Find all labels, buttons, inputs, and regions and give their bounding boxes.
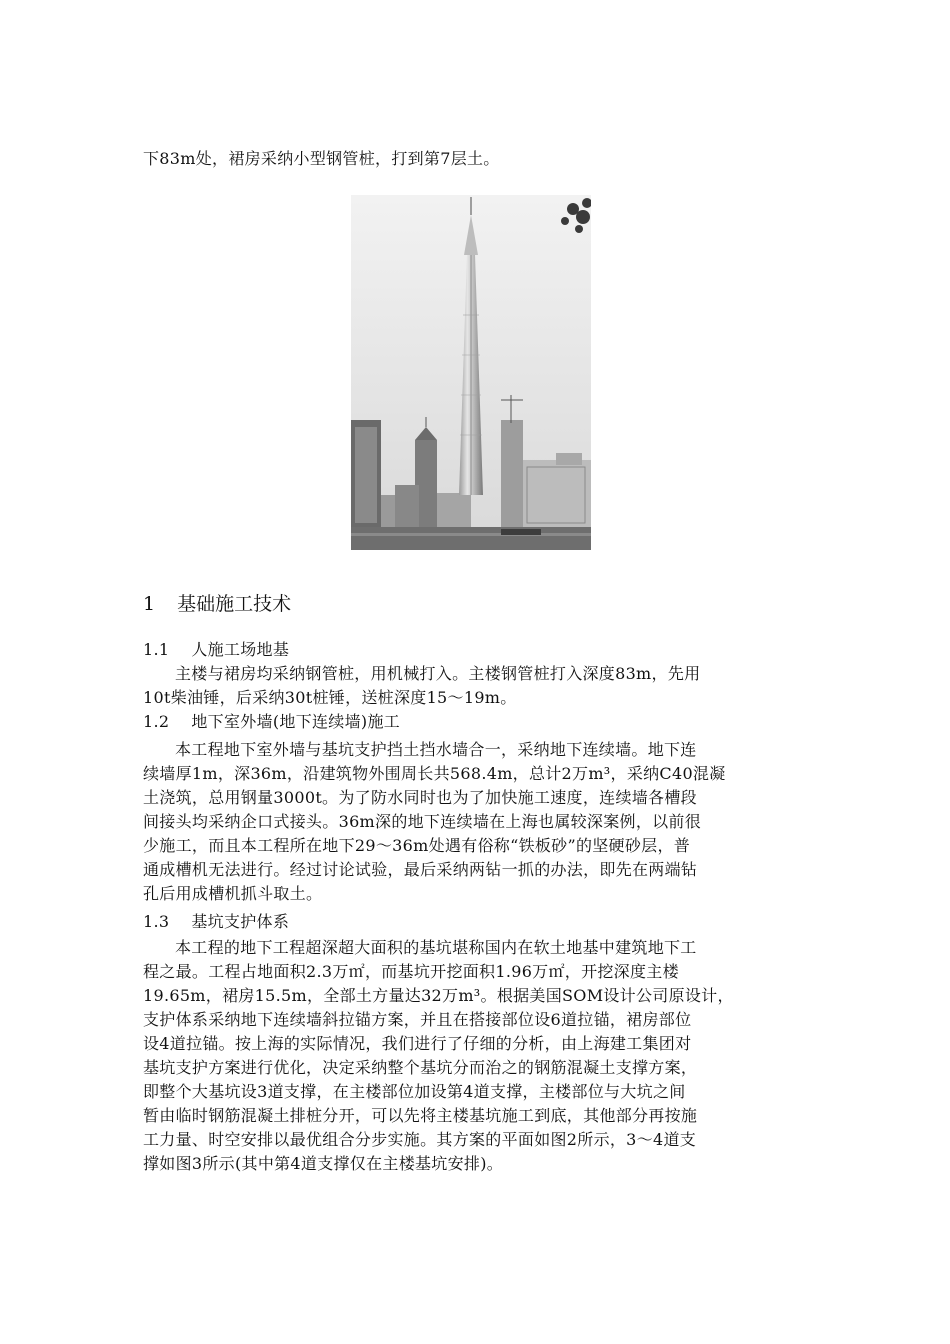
paragraph-line: 续墙厚1m，深36m，沿建筑物外围周长共568.4m，总计2万m³，采纳C40混凝 xyxy=(143,764,726,783)
tower-photo xyxy=(351,195,591,550)
paragraph-line: 即整个大基坑设3道支撑，在主楼部位加设第4道支撑，主楼部位与大坑之间 xyxy=(143,1082,686,1101)
paragraph-line: 支护体系采纳地下连续墙斜拉锚方案，并且在搭接部位设6道拉锚，裙房部位 xyxy=(143,1010,692,1029)
paragraph-line: 少施工，而且本工程所在地下29～36m处遇有俗称“铁板砂”的坚硬砂层，普 xyxy=(143,836,691,855)
paragraph-line: 基坑支护方案进行优化，决定采纳整个基坑分而治之的钢筋混凝土支撑方案， xyxy=(143,1058,698,1077)
paragraph-line: 土浇筑，总用钢量3000t。为了防水同时也为了加快施工速度，连续墙各槽段 xyxy=(143,788,697,807)
section-number: 1 xyxy=(143,593,156,615)
paragraph-line: 本工程地下室外墙与基坑支护挡土挡水墙合一，采纳地下连续墙。地下连 xyxy=(175,740,697,759)
paragraph-line: 撑如图3所示(其中第4道支撑仅在主楼基坑安排)。 xyxy=(143,1154,504,1173)
paragraph-line: 主楼与裙房均采纳钢管桩，用机械打入。主楼钢管桩打入深度83m，先用 xyxy=(175,664,701,683)
paragraph-line: 工力量、时空安排以最优组合分步实施。其方案的平面如图2所示，3～4道支 xyxy=(143,1130,697,1149)
paragraph-line: 本工程的地下工程超深超大面积的基坑堪称国内在软土地基中建筑地下工 xyxy=(175,938,697,957)
subsection-heading-1-1: 1.1 人施工场地基 xyxy=(143,640,290,659)
section-title: 基础施工技术 xyxy=(177,593,292,615)
subsection-heading-1-3: 1.3 基坑支护体系 xyxy=(143,912,290,931)
paragraph-line: 暂由临时钢筋混凝土排桩分开，可以先将主楼基坑施工到底，其他部分再按施 xyxy=(143,1106,698,1125)
paragraph-line: 通成槽机无法进行。经过讨论试验，最后采纳两钻一抓的办法，即先在两端钻 xyxy=(143,860,698,879)
paragraph-line: 19.65m，裙房15.5m，全部土方量达32万m³。根据美国SOM设计公司原设计， xyxy=(143,986,734,1005)
paragraph-line: 孔后用成槽机抓斗取土。 xyxy=(143,884,323,903)
paragraph-line: 间接头均采纳企口式接头。36m深的地下连续墙在上海也属较深案例，以前很 xyxy=(143,812,702,831)
paragraph-line: 程之最。工程占地面积2.3万㎡，而基坑开挖面积1.96万㎡，开挖深度主楼 xyxy=(143,962,679,981)
subsection-heading-1-2: 1.2 地下室外墙(地下连续墙)施工 xyxy=(143,712,401,731)
paragraph-line: 设4道拉锚。按上海的实际情况，我们进行了仔细的分析，由上海建工集团对 xyxy=(143,1034,692,1053)
continuation-line: 下83m处，裙房采纳小型钢管桩，打到第7层土。 xyxy=(143,149,500,168)
paragraph-line: 10t柴油锤，后采纳30t桩锤，送桩深度15～19m。 xyxy=(143,688,517,707)
section-heading-1 xyxy=(143,590,291,618)
